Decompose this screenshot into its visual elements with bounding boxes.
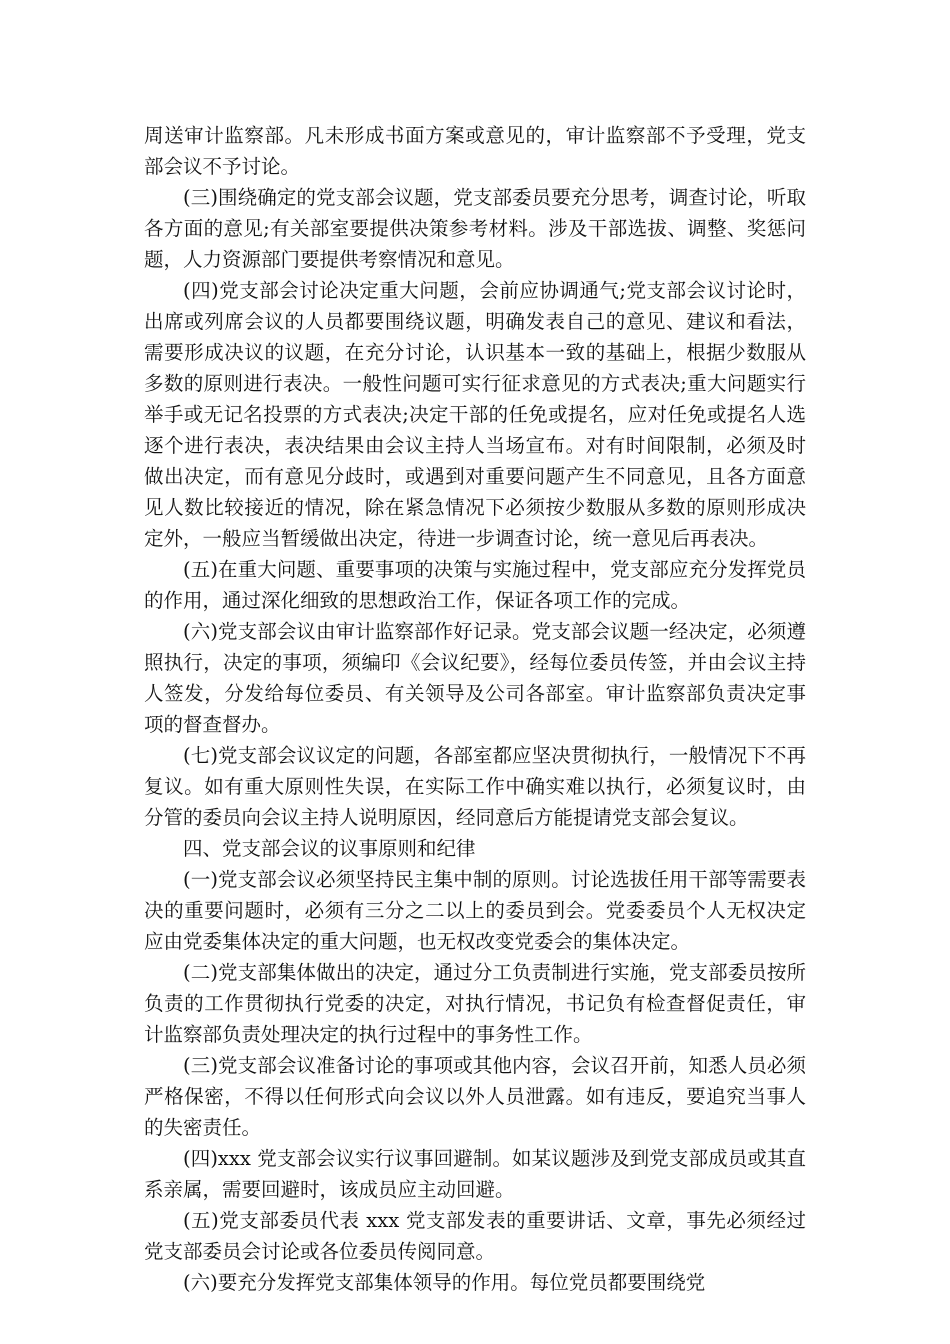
document-body (144, 120, 806, 1298)
paragraph-item-3: (三)围绕确定的党支部会议题，党支部委员要充分思考，调查讨论，听取各方面的意见;有关部室要提供决策参考材料。涉及干部选拔、调整、奖惩问题，人力资源部门要提供考察情况和意见。 (144, 186, 806, 271)
paragraph-principle-5: (五)党支部委员代表 xxx 党支部发表的重要讲话、文章，事先必须经过党支部委员会讨论或各位委员传阅同意。 (144, 1209, 806, 1263)
section-heading: 四、党支部会议的议事原则和纪律 (183, 837, 476, 860)
paragraph-continuation: 周送审计监察部。凡未形成书面方案或意见的，审计监察部不予受理，党支部会议不予讨论。 (144, 124, 806, 178)
paragraph-principle-6: (六)要充分发挥党支部集体领导的作用。每位党员都要围绕党 (183, 1271, 706, 1294)
paragraph-principle-3: (三)党支部会议准备讨论的事项或其他内容，会议召开前，知悉人员必须严格保密，不得以任何形式向会议以外人员泄露。如有违反，要追究当事人的失密责任。 (144, 1054, 806, 1139)
paragraph-item-7: (七)党支部会议议定的问题，各部室都应坚决贯彻执行，一般情况下不再复议。如有重大原则性失误，在实际工作中确实难以执行，必须复议时，由分管的委员向会议主持人说明原因，经同意后方能提请党支部会复议。 (144, 744, 806, 829)
paragraph-item-4: (四)党支部会讨论决定重大问题，会前应协调通气;党支部会议讨论时，出席或列席会议的人员都要围绕议题，明确发表自己的意见、建议和看法，需要形成决议的议题，在充分讨论，认识基本一致的基础上，根据少数服从多数的原则进行表决。一般性问题可实行征求意见的方式表决;重大问题实行举手或无记名投票的方式表决;决定干部的任免或提名，应对任免或提名人选逐个进行表决，表决结果由会议主持人当场宣布。对有时间限制，必须及时做出决定，而有意见分歧时，或遇到对重要问题产生不同意见，且各方面意见人数比较接近的情况，除在紧急情况下必须按少数服从多数的原则形成决定外，一般应当暂缓做出决定，待进一步调查讨论，统一意见后再表决。 (144, 279, 806, 550)
paragraph-principle-1: (一)党支部会议必须坚持民主集中制的原则。讨论选拔任用干部等需要表决的重要问题时，必须有三分之二以上的委员到会。党委委员个人无权决定应由党委集体决定的重大问题，也无权改变党委会的集体决定。 (144, 868, 806, 953)
paragraph-principle-4: (四)xxx 党支部会议实行议事回避制。如某议题涉及到党支部成员或其直系亲属，需要回避时，该成员应主动回避。 (144, 1147, 806, 1201)
paragraph-item-6: (六)党支部会议由审计监察部作好记录。党支部会议题一经决定，必须遵照执行，决定的事项，须编印《会议纪要》，经每位委员传签，并由会议主持人签发，分发给每位委员、有关领导及公司各部室。审计监察部负责决定事项的督查督办。 (144, 620, 806, 736)
paragraph-item-5: (五)在重大问题、重要事项的决策与实施过程中，党支部应充分发挥党员的作用，通过深化细致的思想政治工作，保证各项工作的完成。 (144, 558, 806, 612)
paragraph-principle-2: (二)党支部集体做出的决定，通过分工负责制进行实施，党支部委员按所负责的工作贯彻执行党委的决定，对执行情况，书记负有检查督促责任，审计监察部负责处理决定的执行过程中的事务性工作。 (144, 961, 806, 1046)
